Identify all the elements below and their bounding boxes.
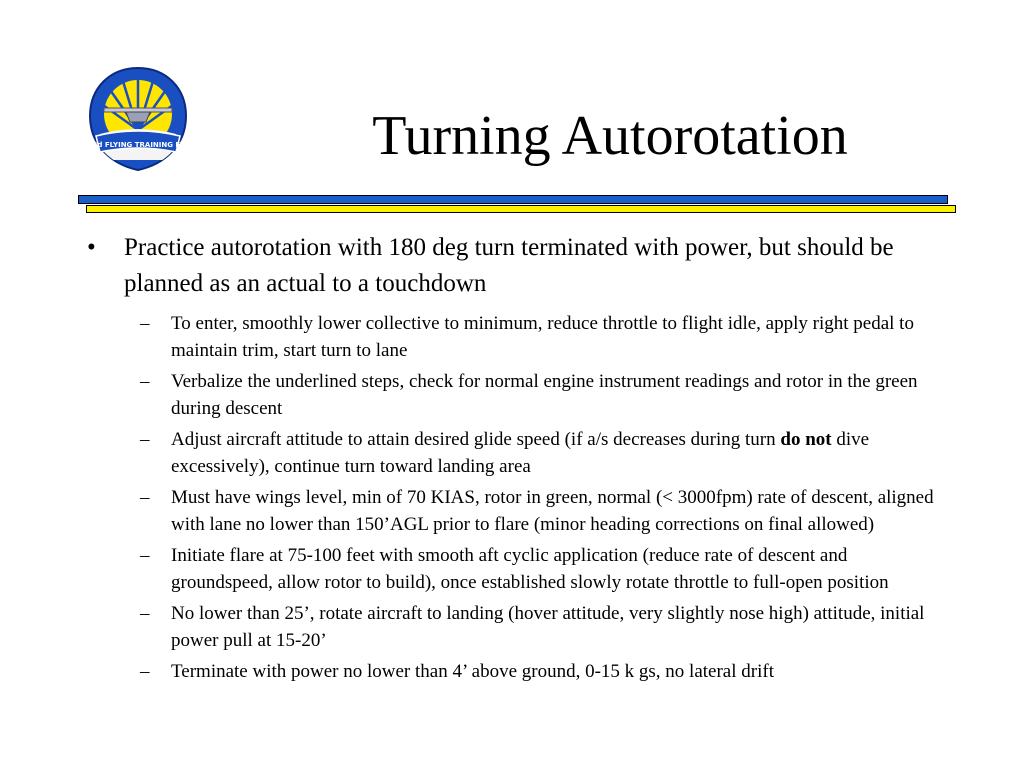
- bullet-mark: •: [87, 234, 96, 261]
- title-rule-yellow: [86, 205, 956, 213]
- sub-bullet-text: Verbalize the underlined steps, check for normal engine instrument readings and rotor in the green during descent: [171, 371, 918, 419]
- sub-bullet-enter: [140, 310, 940, 364]
- sub-bullet-flare: [140, 542, 940, 596]
- sub-bullet-attitude: [140, 426, 940, 480]
- logo-text: 23d FLYING TRAINING FLT: [87, 141, 189, 149]
- dash-mark: –: [140, 603, 150, 624]
- sub-bullet-text: No lower than 25’, rotate aircraft to landing (hover attitude, very slightly nose high) attitude, initial power pull at 15-20’: [171, 603, 925, 651]
- sub-bullet-wings-level: [140, 484, 940, 538]
- dash-mark: –: [140, 487, 150, 508]
- dash-mark: –: [140, 545, 150, 566]
- sub-bullet-text: Initiate flare at 75-100 feet with smooth aft cyclic application (reduce rate of descent and groundspeed, allow rotor to build), once established slowly rotate throttle to full-open position: [171, 545, 889, 593]
- sub-bullet-terminate: [140, 658, 940, 685]
- sub-bullet-verbalize: [140, 368, 940, 422]
- dash-mark: –: [140, 429, 150, 450]
- sub-bullet-text-post: dive excessively), continue turn toward landing area: [171, 429, 870, 477]
- dash-mark: –: [140, 371, 150, 392]
- sub-bullet-landing-attitude: [140, 600, 940, 654]
- dash-mark: –: [140, 661, 150, 682]
- squadron-logo: [86, 64, 190, 174]
- slide-title: Turning Autorotation: [372, 105, 848, 167]
- main-bullet-text: Practice autorotation with 180 deg turn terminated with power, but should be planned as an actual to a touchdown: [124, 234, 894, 297]
- sub-bullet-list: [140, 310, 940, 689]
- title-rule-blue: [78, 195, 948, 204]
- sub-bullet-text-pre: Adjust aircraft attitude to attain desired glide speed (if a/s decreases during turn: [171, 429, 781, 450]
- dash-mark: –: [140, 313, 150, 334]
- sub-bullet-text: Terminate with power no lower than 4’ above ground, 0-15 k gs, no lateral drift: [171, 661, 774, 682]
- main-bullet: [87, 230, 937, 302]
- sub-bullet-text: To enter, smoothly lower collective to minimum, reduce throttle to flight idle, apply right pedal to maintain trim, start turn to lane: [171, 313, 914, 361]
- sub-bullet-text: Must have wings level, min of 70 KIAS, rotor in green, normal (< 3000fpm) rate of descent, aligned with lane no lower than 150’AGL prior to flare (minor heading corrections on final allowed): [171, 487, 934, 535]
- sub-bullet-emphasis: do not: [780, 429, 832, 450]
